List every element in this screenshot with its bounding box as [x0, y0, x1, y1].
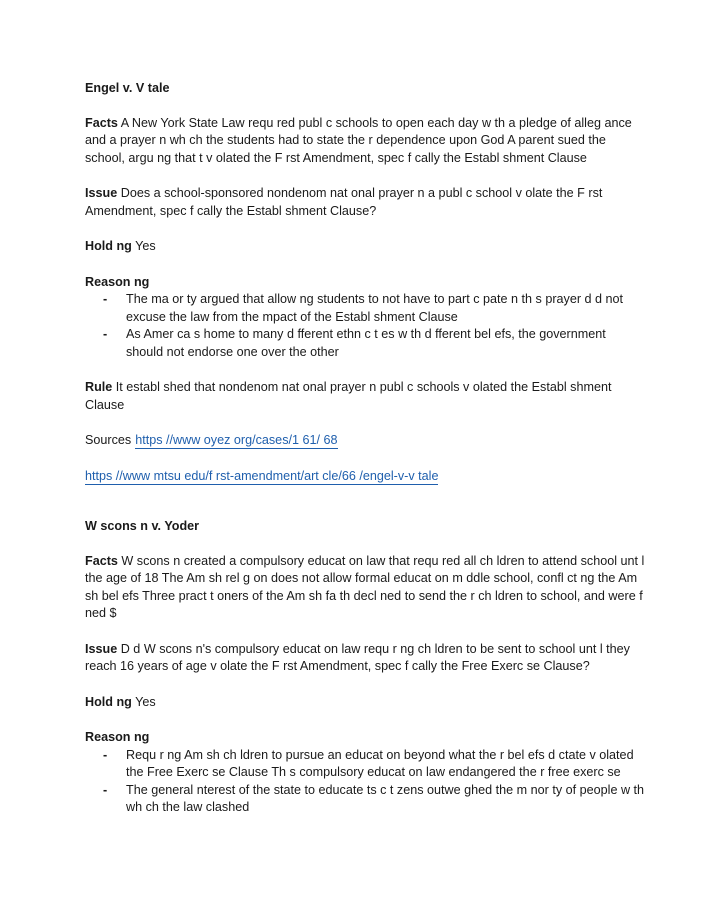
holding-text: Yes: [131, 239, 156, 253]
reasoning-label: Reason ng: [85, 730, 150, 744]
holding-paragraph: [85, 238, 645, 256]
rule-paragraph: [85, 379, 645, 414]
source-link-mtsu[interactable]: https //www mtsu edu/f rst-amendment/art cle/66 /engel-v-v tale: [85, 468, 439, 483]
facts-label: Facts: [85, 553, 118, 568]
facts-text: W scons n created a compulsory educat on law that requ red all ch ldren to attend school unt l the age of 18 The Am sh rel g on does not allow formal educat on m ddle school, confl ct ng the Am sh bel efs Three pract t oners of the Am sh fa th decl ned to send the r ch ldren to school, and were f ned $: [85, 553, 645, 620]
reasoning-list: [85, 291, 645, 361]
list-item: [85, 747, 645, 782]
holding-label: Hold ng: [85, 694, 132, 709]
list-item: [85, 326, 645, 361]
reasoning-label: Reason ng: [85, 274, 150, 289]
source-link-oyez[interactable]: https //www oyez org/cases/1 61/ 68: [135, 433, 338, 447]
list-item: [85, 782, 645, 817]
issue-text: Does a school-sponsored nondenom nat onal prayer n a publ c school v olate the F rst Amendment, spec f cally the Establ shment Clause?: [85, 186, 603, 218]
sources-label: Sources: [85, 433, 132, 447]
facts-paragraph: [85, 553, 645, 623]
bullet-icon: -: [103, 292, 108, 306]
bullet-icon: -: [103, 327, 108, 341]
issue-text: D d W scons n's compulsory educat on law requ r ng ch ldren to be sent to school unt l they reach 16 years of age v olate the F rst Amendment, spec f cally the Free Exerc se Clause?: [85, 641, 630, 673]
list-item: [85, 291, 645, 326]
reason-text: As Amer ca s home to many d fferent ethn c t es w th d fferent bel efs, the government should not endorse one over the other: [126, 327, 606, 359]
document-page: [85, 80, 645, 817]
reason-text: The general nterest of the state to educate ts c t zens outwe ghed the m nor ty of people w th wh ch the law clashed: [126, 782, 645, 814]
sources-paragraph: [85, 432, 645, 450]
rule-label: Rule: [85, 380, 113, 394]
case-title-engel: Engel v. V tale: [85, 81, 170, 95]
holding-paragraph: [85, 694, 645, 712]
sources-paragraph-2: [85, 468, 645, 486]
case-title-yoder: W scons n v. Yoder: [85, 519, 200, 533]
facts-label: Facts: [85, 115, 118, 130]
reasoning-list: [85, 747, 645, 817]
reason-text: The ma or ty argued that allow ng students to not have to part c pate n th s prayer d d not excuse the law from the mpact of the Establ shment Clause: [126, 292, 624, 324]
facts-paragraph: [85, 115, 645, 168]
issue-label: Issue: [85, 186, 118, 200]
reason-text: Requ r ng Am sh ch ldren to pursue an educat on beyond what the r bel efs d ctate v olated the Free Exerc se Clause Th s compulsory educat on law endangered the r free exerc se: [126, 747, 634, 779]
issue-paragraph: [85, 641, 645, 676]
issue-label: Issue: [85, 641, 118, 656]
holding-text: Yes: [131, 694, 156, 709]
issue-paragraph: [85, 185, 645, 220]
holding-label: Hold ng: [85, 239, 132, 253]
facts-text: A New York State Law requ red publ c schools to open each day w th a pledge of alleg ance and a prayer n wh ch the students had to state the r dependence upon God A parent sued the school, argu ng that t v olated the F rst Amendment, spec f cally the Establ shment Clause: [85, 115, 632, 165]
bullet-icon: -: [103, 747, 108, 762]
rule-text: It establ shed that nondenom nat onal prayer n publ c schools v olated the Establ shment Clause: [85, 380, 612, 412]
bullet-icon: -: [103, 782, 108, 797]
